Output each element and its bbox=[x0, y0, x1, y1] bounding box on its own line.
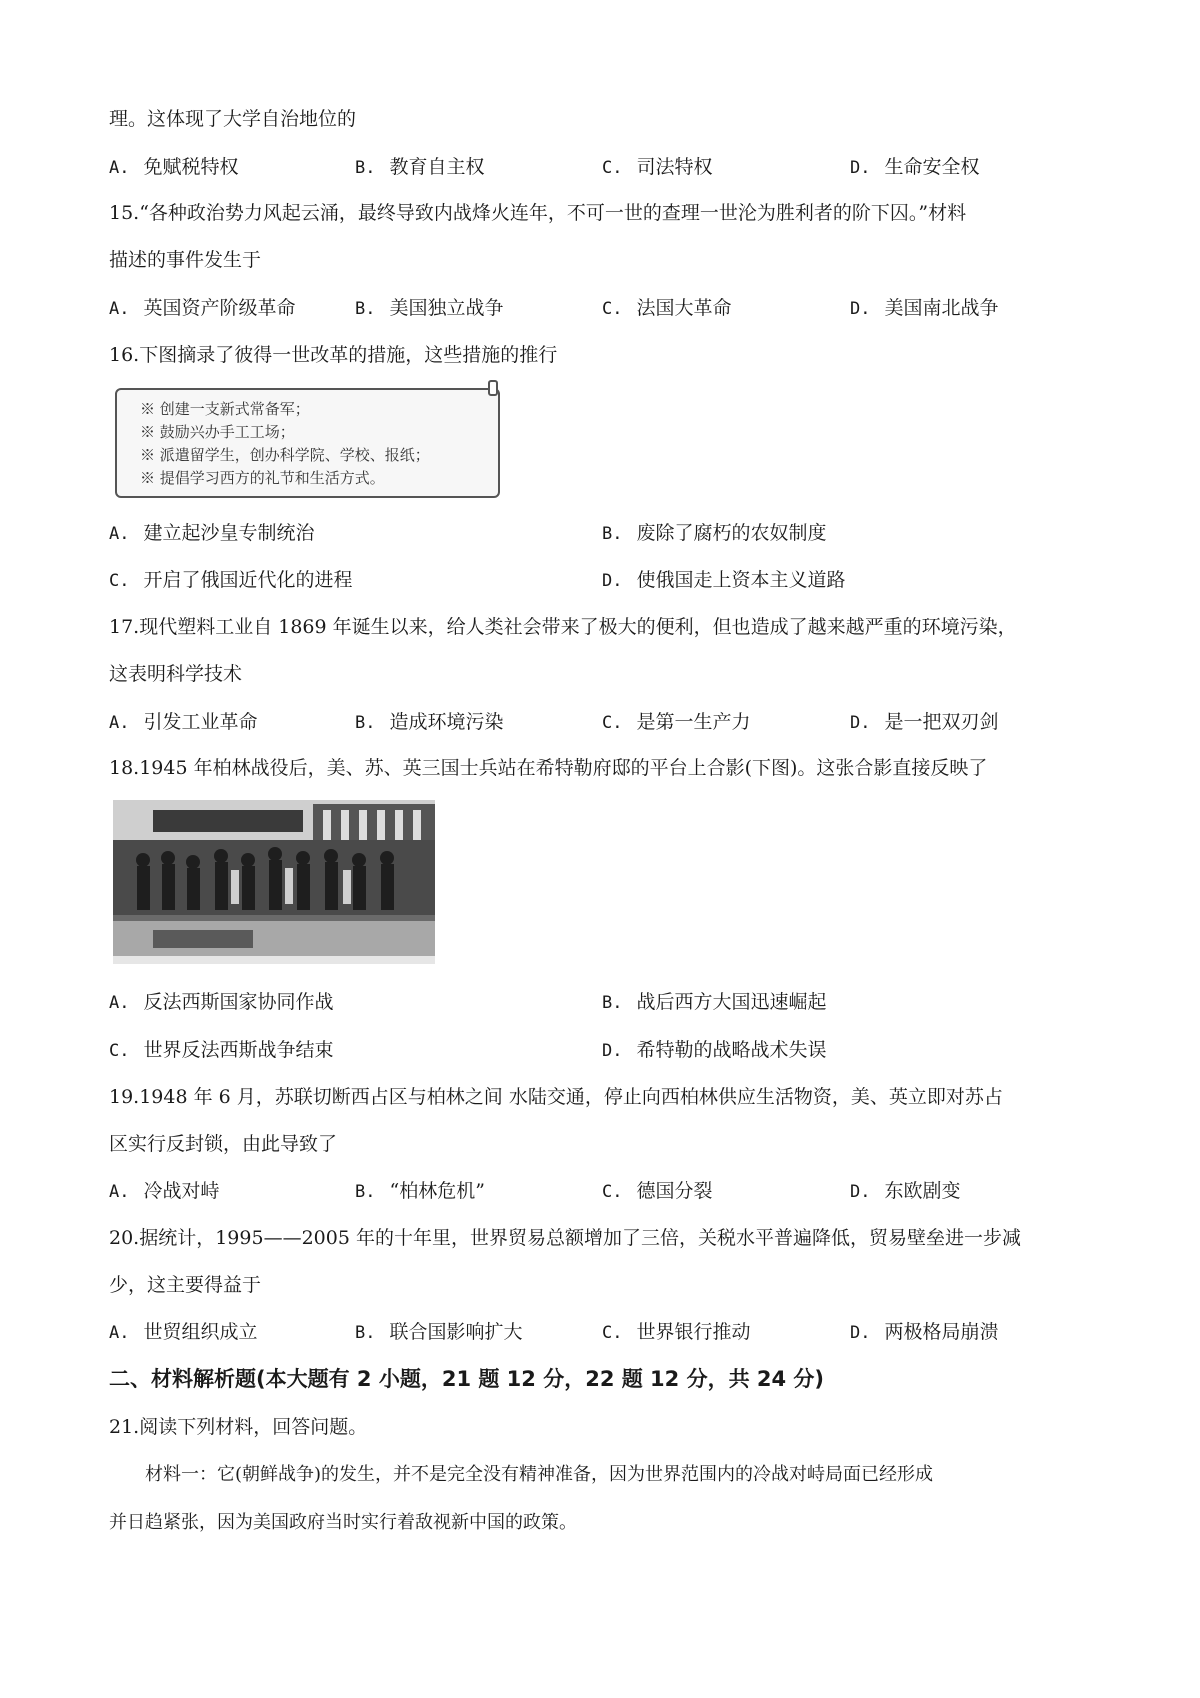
option-letter: C. bbox=[602, 299, 623, 319]
option-text: 废除了腐朽的农奴制度 bbox=[636, 522, 827, 544]
scroll-curl bbox=[488, 380, 498, 396]
option-letter: C. bbox=[602, 713, 623, 733]
q14-option-b[interactable] bbox=[355, 152, 485, 179]
option-text: 免赋税特权 bbox=[143, 156, 239, 178]
option-letter: A. bbox=[109, 524, 130, 544]
option-letter: D. bbox=[602, 1041, 623, 1061]
q20-option-b[interactable] bbox=[355, 1317, 523, 1344]
q17-option-d[interactable] bbox=[850, 707, 999, 734]
q15-option-d[interactable] bbox=[850, 293, 999, 320]
option-text: 反法西斯国家协同作战 bbox=[143, 991, 334, 1013]
scroll-item-1: ※ 创建一支新式常备军； bbox=[140, 400, 310, 418]
option-text: 美国南北战争 bbox=[884, 297, 999, 319]
q14-option-d[interactable] bbox=[850, 152, 980, 179]
photo-graphic bbox=[113, 800, 435, 964]
option-text: 引发工业革命 bbox=[143, 711, 258, 733]
option-letter: D. bbox=[850, 1323, 871, 1343]
option-letter: D. bbox=[850, 1182, 871, 1202]
option-letter: D. bbox=[602, 571, 623, 591]
option-letter: A. bbox=[109, 1182, 130, 1202]
q20-stem-line2: 少，这主要得益于 bbox=[109, 1274, 262, 1296]
q15-stem-line1: 15.“各种政治势力风起云涌，最终导致内战烽火连年，不可一世的查理一世沦为胜利者的阶下囚。”材料 bbox=[109, 202, 967, 224]
option-letter: C. bbox=[109, 1041, 130, 1061]
option-text: 建立起沙皇专制统治 bbox=[143, 522, 315, 544]
option-letter: B. bbox=[355, 158, 376, 178]
option-text: 世贸组织成立 bbox=[143, 1321, 258, 1343]
q18-option-d[interactable] bbox=[602, 1035, 827, 1062]
option-letter: A. bbox=[109, 713, 130, 733]
option-text: 是一把双刃剑 bbox=[884, 711, 999, 733]
q18-stem-line1: 18.1945 年柏林战役后，美、苏、英三国士兵站在希特勒府邸的平台上合影(下图)。这张合影直接反映了 bbox=[109, 757, 988, 779]
q16-option-d[interactable] bbox=[602, 565, 846, 592]
option-text: 开启了俄国近代化的进程 bbox=[143, 569, 353, 591]
q18-option-a[interactable] bbox=[109, 987, 334, 1014]
q19-option-c[interactable] bbox=[602, 1176, 713, 1203]
option-text: 美国独立战争 bbox=[389, 297, 504, 319]
q17-stem-line2: 这表明科学技术 bbox=[109, 663, 243, 685]
q19-option-d[interactable] bbox=[850, 1176, 961, 1203]
q15-option-a[interactable] bbox=[109, 293, 296, 320]
q18-option-b[interactable] bbox=[602, 987, 827, 1014]
option-letter: A. bbox=[109, 299, 130, 319]
option-text: 希特勒的战略战术失误 bbox=[636, 1039, 827, 1061]
option-letter: B. bbox=[355, 1182, 376, 1202]
option-letter: B. bbox=[602, 993, 623, 1013]
option-text: 两极格局崩溃 bbox=[884, 1321, 999, 1343]
q20-option-a[interactable] bbox=[109, 1317, 258, 1344]
option-letter: C. bbox=[602, 1323, 623, 1343]
option-letter: B. bbox=[355, 299, 376, 319]
option-text: 东欧剧变 bbox=[884, 1180, 961, 1202]
q17-option-c[interactable] bbox=[602, 707, 751, 734]
option-text: 世界银行推动 bbox=[636, 1321, 751, 1343]
option-letter: C. bbox=[602, 1182, 623, 1202]
option-letter: A. bbox=[109, 993, 130, 1013]
q20-option-c[interactable] bbox=[602, 1317, 751, 1344]
option-letter: B. bbox=[602, 524, 623, 544]
option-text: 联合国影响扩大 bbox=[389, 1321, 523, 1343]
q19-stem-line2: 区实行反封锁，由此导致了 bbox=[109, 1133, 338, 1155]
q21-material1-line1: 材料一：它(朝鲜战争)的发生，并不是完全没有精神准备，因为世界范围内的冷战对峙局面已经形成 bbox=[145, 1464, 934, 1485]
q15-option-b[interactable] bbox=[355, 293, 504, 320]
q16-stem-line1: 16.下图摘录了彼得一世改革的措施，这些措施的推行 bbox=[109, 344, 558, 366]
q16-option-c[interactable] bbox=[109, 565, 353, 592]
q17-option-b[interactable] bbox=[355, 707, 504, 734]
q15-option-c[interactable] bbox=[602, 293, 732, 320]
option-text: 造成环境污染 bbox=[389, 711, 504, 733]
q20-stem-line1: 20.据统计，1995——2005 年的十年里，世界贸易总额增加了三倍，关税水平普遍降低，贸易壁垒进一步减 bbox=[109, 1227, 1021, 1249]
q21-stem: 21.阅读下列材料，回答问题。 bbox=[109, 1416, 368, 1438]
option-letter: D. bbox=[850, 158, 871, 178]
option-text: 世界反法西斯战争结束 bbox=[143, 1039, 334, 1061]
option-text: 冷战对峙 bbox=[143, 1180, 220, 1202]
q21-material1-line2: 并日趋紧张，因为美国政府当时实行着敌视新中国的政策。 bbox=[109, 1512, 577, 1533]
q19-stem-line1: 19.1948 年 6 月，苏联切断西占区与柏林之间 水陆交通，停止向西柏林供应生活物资，美、英立即对苏占 bbox=[109, 1086, 1003, 1108]
option-text: 战后西方大国迅速崛起 bbox=[636, 991, 827, 1013]
option-text: 法国大革命 bbox=[636, 297, 732, 319]
q18-option-c[interactable] bbox=[109, 1035, 334, 1062]
option-letter: B. bbox=[355, 1323, 376, 1343]
q19-option-a[interactable] bbox=[109, 1176, 220, 1203]
q18-soldiers-photo bbox=[113, 800, 435, 964]
q19-option-b[interactable] bbox=[355, 1176, 485, 1203]
option-text: 教育自主权 bbox=[389, 156, 485, 178]
scroll-item-3: ※ 派遣留学生，创办科学院、学校、报纸； bbox=[140, 446, 430, 464]
option-letter: D. bbox=[850, 299, 871, 319]
q14-option-a[interactable] bbox=[109, 152, 239, 179]
q16-option-b[interactable] bbox=[602, 518, 827, 545]
q14-option-c[interactable] bbox=[602, 152, 713, 179]
option-letter: D. bbox=[850, 713, 871, 733]
scroll-item-2: ※ 鼓励兴办手工工场； bbox=[140, 423, 295, 441]
q15-stem-line2: 描述的事件发生于 bbox=[109, 249, 262, 271]
option-letter: C. bbox=[602, 158, 623, 178]
option-letter: C. bbox=[109, 571, 130, 591]
q20-option-d[interactable] bbox=[850, 1317, 999, 1344]
option-text: 司法特权 bbox=[636, 156, 713, 178]
option-text: 英国资产阶级革命 bbox=[143, 297, 296, 319]
scroll-item-4: ※ 提倡学习西方的礼节和生活方式。 bbox=[140, 469, 385, 487]
q17-stem-line1: 17.现代塑料工业自 1869 年诞生以来，给人类社会带来了极大的便利，但也造成了越来越严重的环境污染， bbox=[109, 616, 1017, 638]
option-letter: A. bbox=[109, 158, 130, 178]
q16-option-a[interactable] bbox=[109, 518, 315, 545]
option-text: 生命安全权 bbox=[884, 156, 980, 178]
option-text: 使俄国走上资本主义道路 bbox=[636, 569, 846, 591]
option-text: 是第一生产力 bbox=[636, 711, 751, 733]
option-letter: B. bbox=[355, 713, 376, 733]
option-text: 德国分裂 bbox=[636, 1180, 713, 1202]
q17-option-a[interactable] bbox=[109, 707, 258, 734]
option-text: “柏林危机” bbox=[389, 1180, 485, 1202]
section-two-heading: 二、材料解析题(本大题有 2 小题，21 题 12 分，22 题 12 分，共 24 分) bbox=[109, 1367, 825, 1391]
q14-stem-tail: 理。这体现了大学自治地位的 bbox=[109, 108, 357, 130]
option-letter: A. bbox=[109, 1323, 130, 1343]
